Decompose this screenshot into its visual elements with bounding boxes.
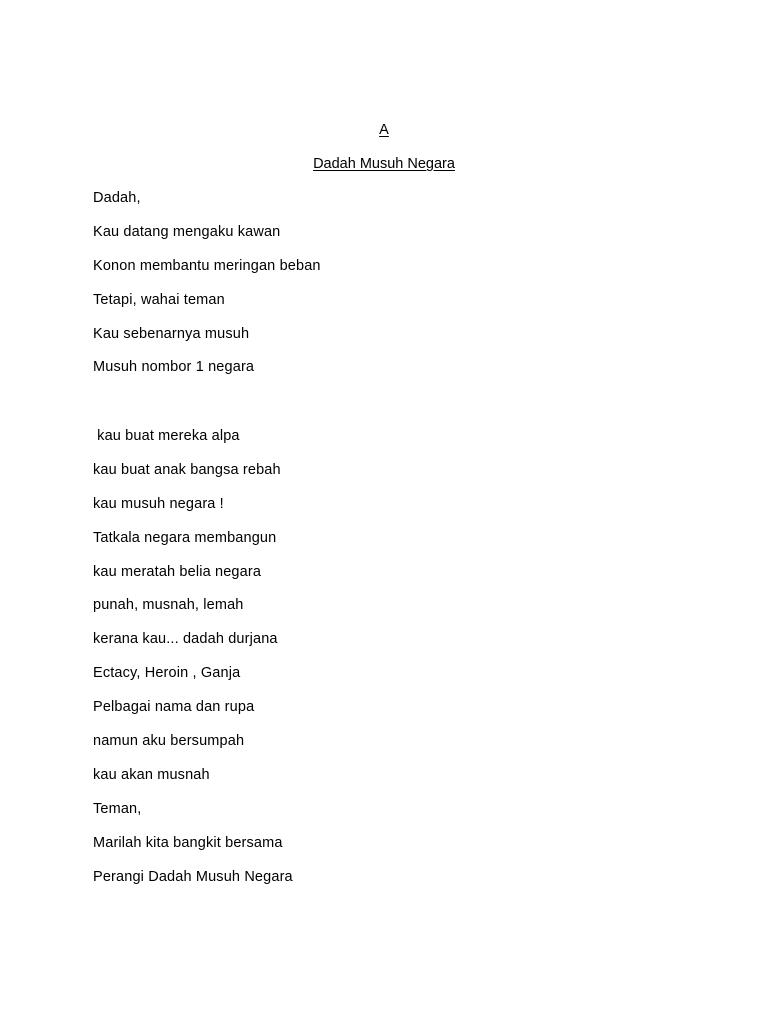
poem-line: Konon membantu meringan beban (93, 257, 321, 274)
poem-line: kau meratah belia negara (93, 563, 262, 580)
poem-line: Kau sebenarnya musuh (93, 325, 250, 342)
poem-line: kau buat mereka alpa (93, 428, 240, 444)
stanza-two (93, 427, 293, 901)
poem-line: Tatkala negara membangun (93, 529, 277, 546)
poem-title: Dadah Musuh Negara (313, 156, 455, 172)
poem-line: kau buat anak bangsa rebah (93, 461, 281, 478)
poem-line: Perangi Dadah Musuh Negara (93, 868, 293, 885)
poem-line: kerana kau... dadah durjana (93, 631, 278, 648)
poem-line: punah, musnah, lemah (93, 597, 244, 614)
poem-line: Pelbagai nama dan rupa (93, 699, 255, 716)
poem-line: namun aku bersumpah (93, 733, 245, 750)
poem-line: Kau datang mengaku kawan (93, 223, 281, 240)
poem-line: Musuh nombor 1 negara (93, 359, 255, 376)
poem-line: Tetapi, wahai teman (93, 291, 225, 308)
stanza-one (93, 189, 321, 392)
poem-line: kau musuh negara ! (93, 495, 224, 512)
poem-line: Teman, (93, 800, 142, 817)
section-mark: A (379, 122, 389, 138)
poem-line: Marilah kita bangkit bersama (93, 834, 283, 851)
poem-line: Ectacy, Heroin , Ganja (93, 665, 241, 682)
poem-line: Dadah, (93, 190, 141, 206)
poem-line: kau akan musnah (93, 766, 210, 783)
